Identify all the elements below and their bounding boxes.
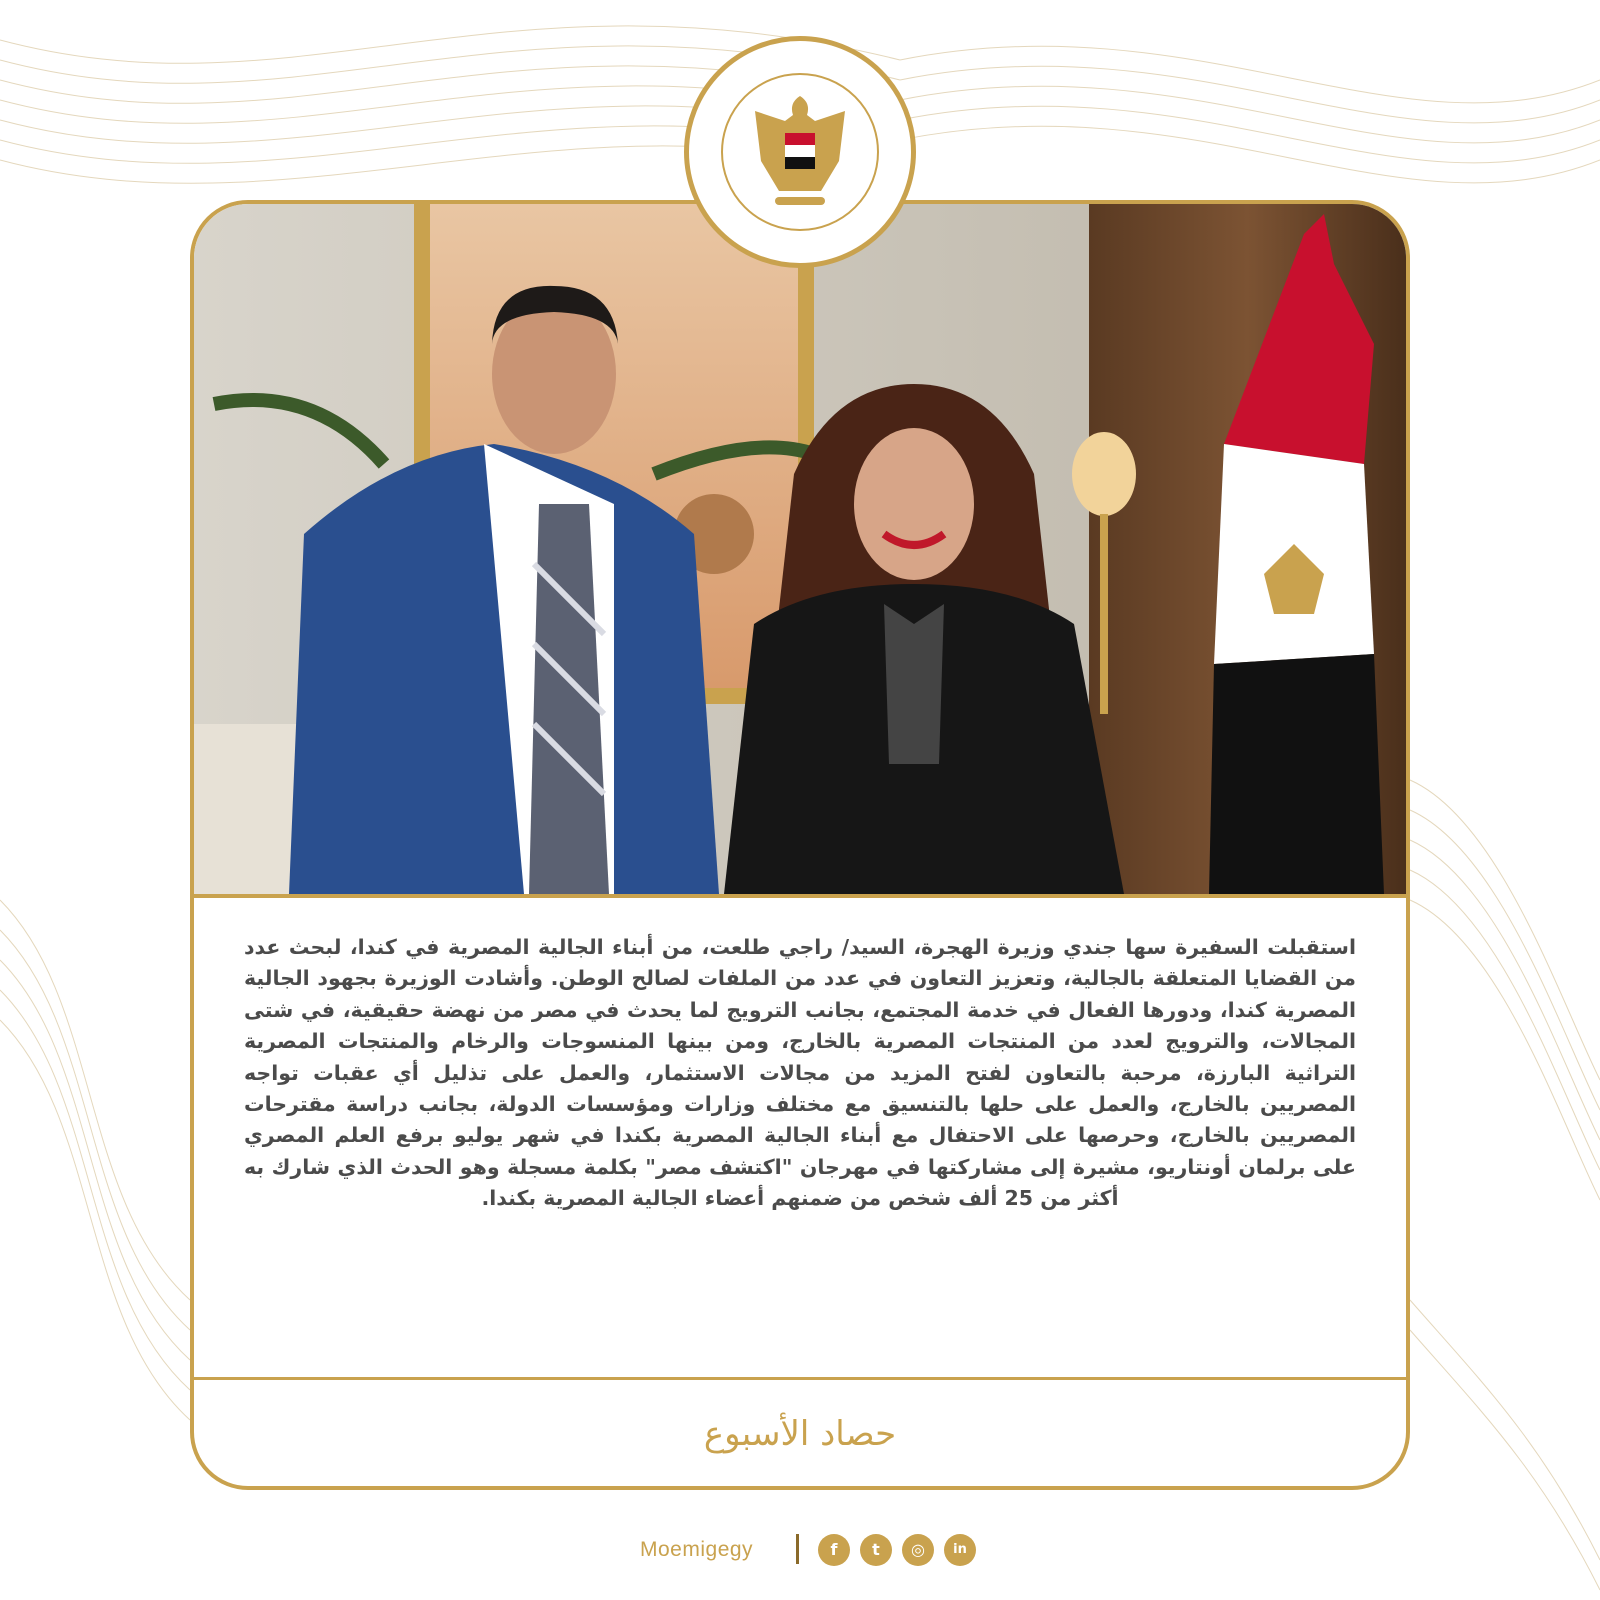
social-handle[interactable]: Moemigegy: [640, 1538, 754, 1561]
linkedin-icon[interactable]: in: [944, 1534, 976, 1566]
instagram-icon[interactable]: ◎: [902, 1534, 934, 1566]
twitter-icon[interactable]: t: [860, 1534, 892, 1566]
social-bar: [640, 1528, 1000, 1572]
separator: [796, 1534, 799, 1564]
article-body: استقبلت السفيرة سها جندي وزيرة الهجرة، السيد/ راجي طلعت، من أبناء الجالية المصرية في كندا، لبحث عدد من القضايا المتعلقة بالجالية، وتعزيز التعاون في عدد من الملفات لصالح الوطن. وأشادت الوزيرة بجهود الجالية المصرية كندا، ودورها الفعال في خدمة المجتمع، بجانب الترويج لما يحدث في مصر من نهضة حقيقية، في شتى المجالات، والترويج لعدد من المنتجات المصرية بالخارج، ومن بينها المنسوجات والرخام والمنتجات المصرية التراثية البارزة، مرحبة بالتعاون لفتح المزيد من مجالات الاستثمار، والعمل على تذليل أي عقبات تواجه المصريين بالخارج، والعمل على حلها بالتنسيق مع مختلف وزارات ومؤسسات الدولة، بجانب دراسة مقترحات المصريين بالخارج، وحرصها على الاحتفال مع أبناء الجالية المصرية بكندا في شهر يوليو برفع العلم المصري على برلمان أونتاريو، مشيرة إلى مشاركتها في مهرجان "اكتشف مصر" بكلمة مسجلة وهو الحدث الذي شارك به أكثر من 25 ألف شخص من ضمنهم أعضاء الجالية المصرية بكندا.: [244, 935, 1356, 1211]
meeting-photo: [194, 204, 1406, 898]
ministry-logo: [684, 36, 916, 268]
divider: [194, 1377, 1406, 1380]
footer-title: حصاد الأسبوع: [703, 1414, 897, 1454]
facebook-icon[interactable]: f: [818, 1534, 850, 1566]
content-card: [190, 200, 1410, 1490]
